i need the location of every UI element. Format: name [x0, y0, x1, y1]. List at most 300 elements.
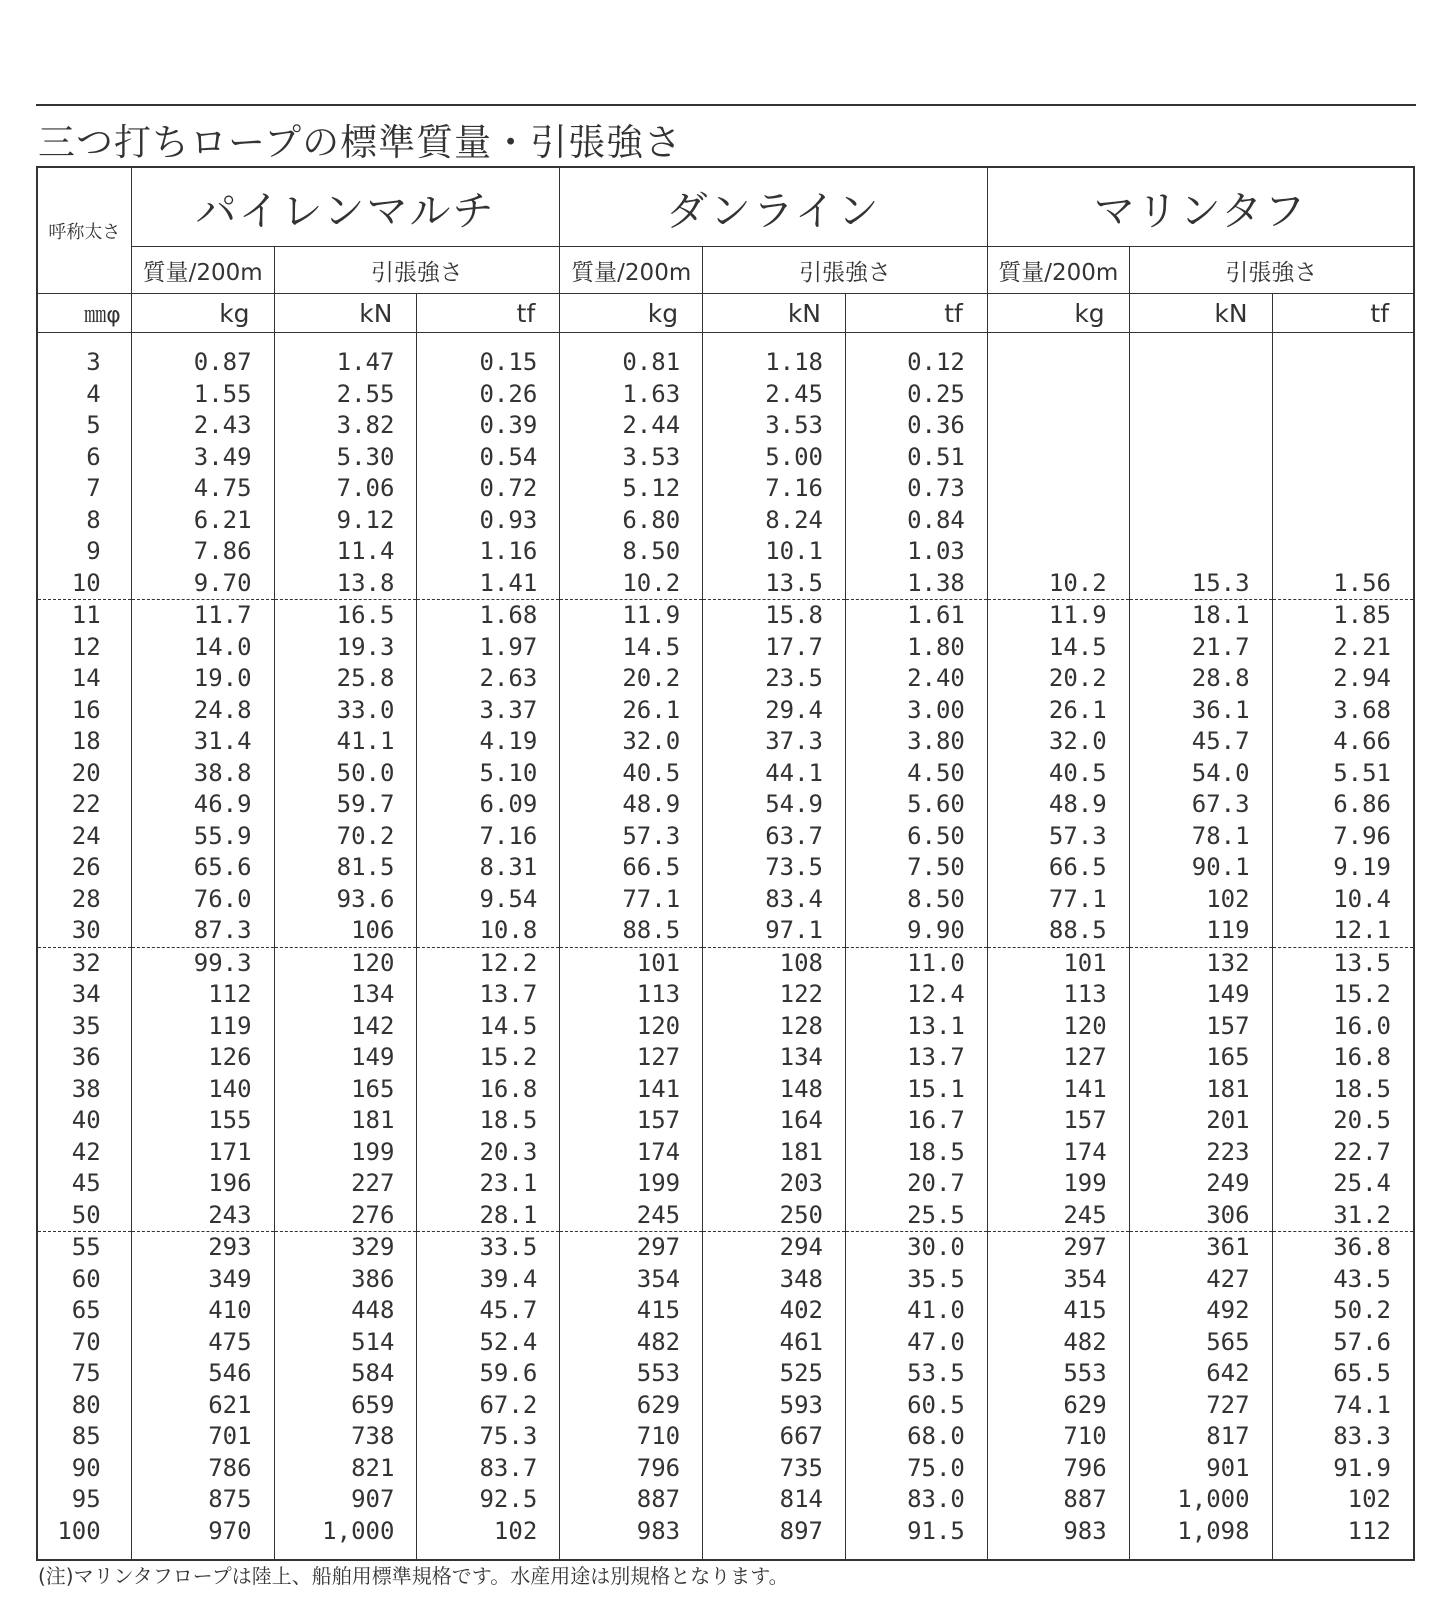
value-cell: 3.37 [417, 695, 560, 727]
value-cell: 786 [131, 1453, 274, 1485]
value-cell: 293 [131, 1232, 274, 1264]
value-cell [1272, 536, 1414, 568]
value-cell: 13.5 [703, 568, 846, 600]
value-cell: 174 [560, 1137, 703, 1169]
table-row [37, 536, 1414, 568]
value-cell: 16.7 [846, 1105, 988, 1137]
value-cell: 2.40 [846, 663, 988, 695]
value-cell [987, 410, 1129, 442]
value-cell: 7.50 [846, 852, 988, 884]
value-cell: 427 [1129, 1264, 1272, 1296]
value-cell: 102 [1129, 884, 1272, 916]
value-cell: 2.45 [703, 379, 846, 411]
value-cell: 112 [131, 979, 274, 1011]
table-row [37, 726, 1414, 758]
table-row [37, 884, 1414, 916]
size-cell: 40 [37, 1105, 131, 1137]
value-cell: 16.0 [1272, 1011, 1414, 1043]
value-cell: 25.4 [1272, 1168, 1414, 1200]
value-cell [1129, 505, 1272, 537]
value-cell: 199 [274, 1137, 417, 1169]
value-cell: 148 [703, 1074, 846, 1106]
value-cell: 50.2 [1272, 1295, 1414, 1327]
value-cell: 33.0 [274, 695, 417, 727]
value-cell: 13.7 [417, 979, 560, 1011]
value-cell: 196 [131, 1168, 274, 1200]
value-cell: 40.5 [987, 758, 1129, 790]
value-cell: 16.5 [274, 600, 417, 632]
unit-tf: tf [417, 294, 560, 333]
value-cell: 18.5 [417, 1105, 560, 1137]
value-cell: 70.2 [274, 821, 417, 853]
value-cell: 83.4 [703, 884, 846, 916]
value-cell: 54.0 [1129, 758, 1272, 790]
value-cell: 0.26 [417, 379, 560, 411]
value-cell: 99.3 [131, 947, 274, 979]
size-cell: 7 [37, 473, 131, 505]
value-cell: 983 [987, 1516, 1129, 1548]
padding-cell [846, 333, 988, 348]
size-cell: 22 [37, 789, 131, 821]
value-cell: 11.7 [131, 600, 274, 632]
size-cell: 4 [37, 379, 131, 411]
value-cell: 11.9 [987, 600, 1129, 632]
size-cell: 20 [37, 758, 131, 790]
value-cell: 181 [703, 1137, 846, 1169]
value-cell: 329 [274, 1232, 417, 1264]
table-row [37, 1295, 1414, 1327]
padding-cell [560, 1547, 703, 1560]
padding-cell [846, 1547, 988, 1560]
table-row [37, 505, 1414, 537]
size-cell: 6 [37, 442, 131, 474]
value-cell: 74.1 [1272, 1390, 1414, 1422]
value-cell: 4.50 [846, 758, 988, 790]
value-cell: 132 [1129, 947, 1272, 979]
value-cell: 1.63 [560, 379, 703, 411]
rope-spec-table [36, 166, 1415, 1561]
size-cell: 38 [37, 1074, 131, 1106]
value-cell: 77.1 [987, 884, 1129, 916]
value-cell: 120 [560, 1011, 703, 1043]
value-cell: 0.84 [846, 505, 988, 537]
page-title: 三つ打ちロープの標準質量・引張強さ [38, 121, 683, 164]
padding-cell [37, 1547, 131, 1560]
value-cell: 5.51 [1272, 758, 1414, 790]
size-unit: ㎜φ [37, 294, 131, 333]
mass-header: 質量/200m [560, 247, 703, 294]
size-cell: 9 [37, 536, 131, 568]
value-cell: 525 [703, 1358, 846, 1390]
value-cell: 199 [987, 1168, 1129, 1200]
table-row [37, 1168, 1414, 1200]
value-cell: 57.3 [560, 821, 703, 853]
value-cell: 7.16 [703, 473, 846, 505]
value-cell: 887 [560, 1484, 703, 1516]
table-row [37, 1421, 1414, 1453]
table-row [37, 1264, 1414, 1296]
value-cell: 1,000 [1129, 1484, 1272, 1516]
value-cell: 75.3 [417, 1421, 560, 1453]
value-cell: 4.75 [131, 473, 274, 505]
value-cell: 14.5 [417, 1011, 560, 1043]
table-row [37, 568, 1414, 600]
value-cell [1129, 442, 1272, 474]
size-cell: 3 [37, 347, 131, 379]
value-cell: 1.38 [846, 568, 988, 600]
size-cell: 16 [37, 695, 131, 727]
value-cell: 26.1 [987, 695, 1129, 727]
value-cell: 796 [560, 1453, 703, 1485]
value-cell: 59.6 [417, 1358, 560, 1390]
value-cell: 39.4 [417, 1264, 560, 1296]
value-cell: 55.9 [131, 821, 274, 853]
value-cell: 553 [987, 1358, 1129, 1390]
product-header-pyren-multi: パイレンマルチ [131, 167, 560, 247]
value-cell: 201 [1129, 1105, 1272, 1137]
value-cell: 165 [274, 1074, 417, 1106]
value-cell: 31.4 [131, 726, 274, 758]
value-cell: 28.8 [1129, 663, 1272, 695]
value-cell: 29.4 [703, 695, 846, 727]
value-cell: 41.1 [274, 726, 417, 758]
value-cell: 13.7 [846, 1042, 988, 1074]
value-cell: 65.6 [131, 852, 274, 884]
table-row [37, 1105, 1414, 1137]
value-cell: 1.97 [417, 632, 560, 664]
value-cell: 106 [274, 915, 417, 947]
value-cell [1129, 379, 1272, 411]
size-cell: 75 [37, 1358, 131, 1390]
value-cell: 92.5 [417, 1484, 560, 1516]
value-cell: 738 [274, 1421, 417, 1453]
value-cell: 75.0 [846, 1453, 988, 1485]
value-cell: 134 [274, 979, 417, 1011]
value-cell: 1.03 [846, 536, 988, 568]
value-cell: 6.09 [417, 789, 560, 821]
padding-cell [703, 333, 846, 348]
value-cell: 4.19 [417, 726, 560, 758]
size-cell: 11 [37, 600, 131, 632]
table-row [37, 663, 1414, 695]
padding-cell [131, 333, 274, 348]
value-cell: 294 [703, 1232, 846, 1264]
value-cell: 19.0 [131, 663, 274, 695]
value-cell: 181 [1129, 1074, 1272, 1106]
value-cell: 88.5 [987, 915, 1129, 947]
value-cell: 245 [987, 1200, 1129, 1232]
value-cell: 15.8 [703, 600, 846, 632]
value-cell: 1,000 [274, 1516, 417, 1548]
value-cell: 245 [560, 1200, 703, 1232]
value-cell: 101 [987, 947, 1129, 979]
value-cell: 5.60 [846, 789, 988, 821]
value-cell: 475 [131, 1327, 274, 1359]
value-cell: 5.10 [417, 758, 560, 790]
value-cell: 23.5 [703, 663, 846, 695]
value-cell: 77.1 [560, 884, 703, 916]
value-cell: 276 [274, 1200, 417, 1232]
value-cell: 710 [560, 1421, 703, 1453]
padding-cell [37, 333, 131, 348]
value-cell: 15.2 [417, 1042, 560, 1074]
size-cell: 50 [37, 1200, 131, 1232]
value-cell: 50.0 [274, 758, 417, 790]
table-row [37, 1137, 1414, 1169]
value-cell: 3.00 [846, 695, 988, 727]
value-cell: 67.2 [417, 1390, 560, 1422]
value-cell: 15.2 [1272, 979, 1414, 1011]
value-cell: 5.30 [274, 442, 417, 474]
value-cell: 165 [1129, 1042, 1272, 1074]
value-cell: 349 [131, 1264, 274, 1296]
unit-kg: kg [131, 294, 274, 333]
size-cell: 100 [37, 1516, 131, 1548]
value-cell: 907 [274, 1484, 417, 1516]
value-cell: 354 [987, 1264, 1129, 1296]
value-cell: 482 [560, 1327, 703, 1359]
value-cell: 7.06 [274, 473, 417, 505]
value-cell: 306 [1129, 1200, 1272, 1232]
value-cell: 30.0 [846, 1232, 988, 1264]
value-cell: 796 [987, 1453, 1129, 1485]
value-cell: 1.55 [131, 379, 274, 411]
value-cell: 415 [987, 1295, 1129, 1327]
value-cell: 44.1 [703, 758, 846, 790]
table-row [37, 1042, 1414, 1074]
value-cell: 8.50 [846, 884, 988, 916]
value-cell: 203 [703, 1168, 846, 1200]
value-cell: 1.18 [703, 347, 846, 379]
value-cell: 2.43 [131, 410, 274, 442]
table-row [37, 1516, 1414, 1548]
top-rule [36, 104, 1416, 106]
value-cell: 5.12 [560, 473, 703, 505]
value-cell: 83.3 [1272, 1421, 1414, 1453]
value-cell: 4.66 [1272, 726, 1414, 758]
value-cell: 60.5 [846, 1390, 988, 1422]
value-cell: 6.50 [846, 821, 988, 853]
size-cell: 26 [37, 852, 131, 884]
value-cell: 113 [987, 979, 1129, 1011]
value-cell: 199 [560, 1168, 703, 1200]
value-cell: 149 [274, 1042, 417, 1074]
value-cell: 119 [131, 1011, 274, 1043]
table-row [37, 789, 1414, 821]
value-cell: 970 [131, 1516, 274, 1548]
value-cell: 3.49 [131, 442, 274, 474]
value-cell: 36.1 [1129, 695, 1272, 727]
value-cell [987, 347, 1129, 379]
value-cell: 65.5 [1272, 1358, 1414, 1390]
value-cell: 1.61 [846, 600, 988, 632]
value-cell: 701 [131, 1421, 274, 1453]
value-cell: 546 [131, 1358, 274, 1390]
value-cell: 18.5 [846, 1137, 988, 1169]
value-cell: 7.16 [417, 821, 560, 853]
value-cell: 14.5 [987, 632, 1129, 664]
top-padding-row [37, 333, 1414, 348]
value-cell: 0.87 [131, 347, 274, 379]
value-cell: 814 [703, 1484, 846, 1516]
subheader-row [37, 247, 1414, 294]
value-cell: 492 [1129, 1295, 1272, 1327]
value-cell: 11.9 [560, 600, 703, 632]
size-cell: 42 [37, 1137, 131, 1169]
padding-cell [417, 333, 560, 348]
value-cell [1129, 410, 1272, 442]
value-cell: 593 [703, 1390, 846, 1422]
value-cell: 41.0 [846, 1295, 988, 1327]
value-cell: 6.86 [1272, 789, 1414, 821]
padding-cell [1272, 1547, 1414, 1560]
value-cell: 67.3 [1129, 789, 1272, 821]
value-cell: 2.63 [417, 663, 560, 695]
value-cell: 93.6 [274, 884, 417, 916]
value-cell: 157 [987, 1105, 1129, 1137]
value-cell: 410 [131, 1295, 274, 1327]
value-cell: 126 [131, 1042, 274, 1074]
value-cell: 3.68 [1272, 695, 1414, 727]
value-cell: 33.5 [417, 1232, 560, 1264]
unit-kg: kg [560, 294, 703, 333]
value-cell: 45.7 [417, 1295, 560, 1327]
value-cell: 875 [131, 1484, 274, 1516]
size-cell: 36 [37, 1042, 131, 1074]
value-cell: 21.7 [1129, 632, 1272, 664]
size-cell: 18 [37, 726, 131, 758]
value-cell: 66.5 [987, 852, 1129, 884]
value-cell: 48.9 [987, 789, 1129, 821]
table-row [37, 600, 1414, 632]
value-cell: 18.1 [1129, 600, 1272, 632]
value-cell: 164 [703, 1105, 846, 1137]
value-cell: 63.7 [703, 821, 846, 853]
value-cell: 120 [274, 947, 417, 979]
padding-cell [703, 1547, 846, 1560]
value-cell: 48.9 [560, 789, 703, 821]
value-cell: 11.0 [846, 947, 988, 979]
value-cell: 901 [1129, 1453, 1272, 1485]
value-cell: 73.5 [703, 852, 846, 884]
value-cell: 20.2 [987, 663, 1129, 695]
value-cell: 250 [703, 1200, 846, 1232]
value-cell: 66.5 [560, 852, 703, 884]
value-cell: 243 [131, 1200, 274, 1232]
value-cell: 102 [417, 1516, 560, 1548]
value-cell: 1.56 [1272, 568, 1414, 600]
value-cell: 83.7 [417, 1453, 560, 1485]
table-row [37, 1232, 1414, 1264]
footnote: (注)マリンタフロープは陸上、船舶用標準規格です。水産用途は別規格となります。 [38, 1564, 789, 1588]
product-header-row [37, 167, 1414, 247]
value-cell: 31.2 [1272, 1200, 1414, 1232]
value-cell: 127 [560, 1042, 703, 1074]
value-cell: 81.5 [274, 852, 417, 884]
strength-header: 引張強さ [703, 247, 988, 294]
value-cell: 18.5 [1272, 1074, 1414, 1106]
unit-row [37, 294, 1414, 333]
value-cell: 9.19 [1272, 852, 1414, 884]
size-cell: 34 [37, 979, 131, 1011]
value-cell: 1.85 [1272, 600, 1414, 632]
table-row [37, 632, 1414, 664]
size-cell: 28 [37, 884, 131, 916]
value-cell: 629 [560, 1390, 703, 1422]
value-cell: 1.41 [417, 568, 560, 600]
size-cell: 45 [37, 1168, 131, 1200]
value-cell [987, 473, 1129, 505]
value-cell: 20.3 [417, 1137, 560, 1169]
table-row [37, 852, 1414, 884]
value-cell: 0.73 [846, 473, 988, 505]
value-cell: 52.4 [417, 1327, 560, 1359]
value-cell: 735 [703, 1453, 846, 1485]
unit-kg: kg [987, 294, 1129, 333]
size-cell: 60 [37, 1264, 131, 1296]
value-cell [987, 505, 1129, 537]
value-cell: 32.0 [560, 726, 703, 758]
value-cell: 1.16 [417, 536, 560, 568]
value-cell: 2.94 [1272, 663, 1414, 695]
size-cell: 10 [37, 568, 131, 600]
table-row [37, 1453, 1414, 1485]
value-cell: 90.1 [1129, 852, 1272, 884]
table-row [37, 379, 1414, 411]
value-cell: 32.0 [987, 726, 1129, 758]
table-row [37, 695, 1414, 727]
size-cell: 95 [37, 1484, 131, 1516]
value-cell: 2.55 [274, 379, 417, 411]
value-cell: 1.80 [846, 632, 988, 664]
unit-tf: tf [1272, 294, 1414, 333]
table-row [37, 915, 1414, 947]
value-cell: 7.96 [1272, 821, 1414, 853]
value-cell: 461 [703, 1327, 846, 1359]
value-cell: 128 [703, 1011, 846, 1043]
value-cell: 727 [1129, 1390, 1272, 1422]
table-row [37, 1011, 1414, 1043]
value-cell: 0.81 [560, 347, 703, 379]
table-row [37, 1074, 1414, 1106]
value-cell: 817 [1129, 1421, 1272, 1453]
value-cell [987, 442, 1129, 474]
value-cell [1272, 473, 1414, 505]
value-cell: 83.0 [846, 1484, 988, 1516]
size-cell: 90 [37, 1453, 131, 1485]
value-cell: 0.12 [846, 347, 988, 379]
value-cell: 897 [703, 1516, 846, 1548]
padding-cell [274, 1547, 417, 1560]
value-cell: 120 [987, 1011, 1129, 1043]
value-cell: 134 [703, 1042, 846, 1074]
value-cell [1129, 347, 1272, 379]
value-cell: 181 [274, 1105, 417, 1137]
value-cell: 0.72 [417, 473, 560, 505]
value-cell: 659 [274, 1390, 417, 1422]
table-body [37, 333, 1414, 1561]
padding-cell [1272, 333, 1414, 348]
table-header [37, 167, 1414, 333]
value-cell: 6.80 [560, 505, 703, 537]
value-cell: 15.3 [1129, 568, 1272, 600]
value-cell: 348 [703, 1264, 846, 1296]
value-cell: 78.1 [1129, 821, 1272, 853]
value-cell: 22.7 [1272, 1137, 1414, 1169]
value-cell: 112 [1272, 1516, 1414, 1548]
value-cell: 10.2 [560, 568, 703, 600]
value-cell: 54.9 [703, 789, 846, 821]
